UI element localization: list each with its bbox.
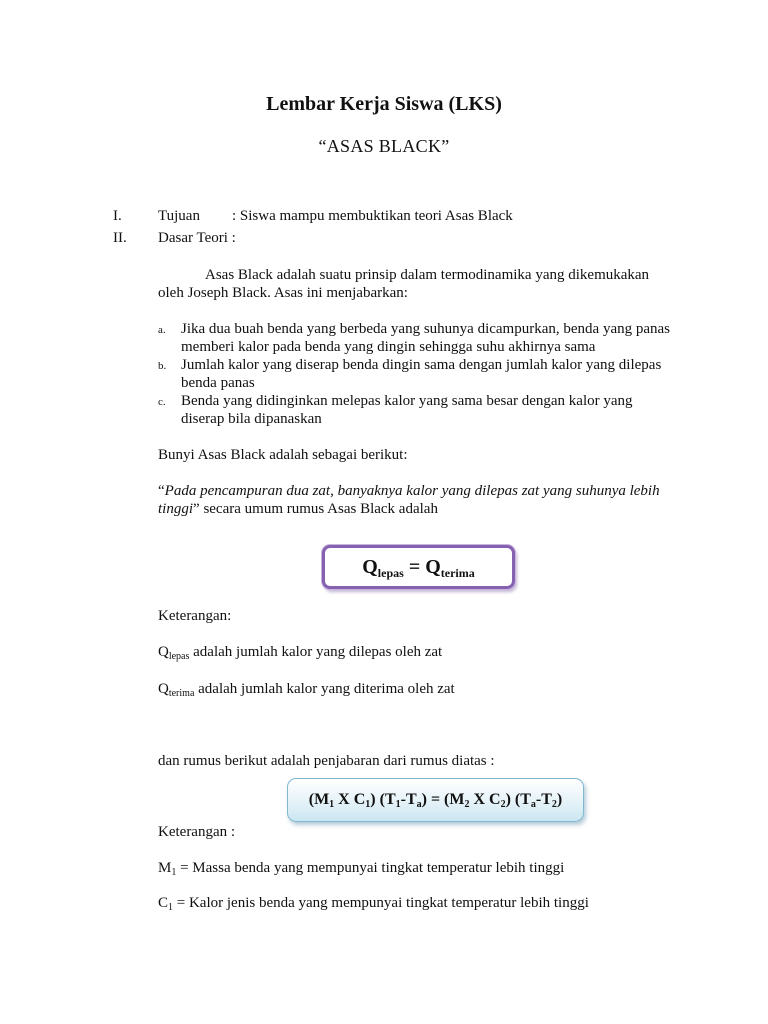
c1-line	[158, 894, 589, 912]
formula1-q2: Q	[425, 555, 441, 578]
m1-sub: 1	[171, 867, 177, 878]
intro-line2: oleh Joseph Black. Asas ini menjabarkan:	[158, 285, 408, 301]
quote-italic1: Pada pencampuran dua zat, banyaknya kalor yang dilepas zat yang suhunya lebih	[164, 483, 660, 499]
section2-label: Dasar Teori :	[158, 230, 236, 246]
list-marker-b: b.	[158, 360, 167, 372]
c1-text: = Kalor jenis benda yang mempunyai tingkat temperatur lebih tinggi	[173, 895, 589, 911]
qlepas-sub: lepas	[168, 651, 190, 662]
formula1-text	[362, 556, 475, 579]
quote-rest: secara umum rumus Asas Black adalah	[199, 501, 438, 517]
intro-line1: Asas Black adalah suatu prinsip dalam termodinamika yang dikemukakan	[205, 267, 650, 283]
list-item-b	[181, 356, 701, 392]
formula2-text: ($M_1$ X $C_1$) $(T_1-T_a) = (M_2$ X $C_2$) $(T_a-T_2)$	[308, 791, 563, 810]
qterima-sub: terima	[168, 688, 195, 699]
list-item-c-line1: Benda yang didinginkan melepas kalor yang sama besar dengan kalor yang	[181, 393, 633, 409]
section2-numeral: II.	[113, 230, 127, 246]
quote-italic2: tinggi	[158, 501, 194, 517]
list-item-c-line2: diserap bila dipanaskan	[181, 411, 322, 427]
qterima-text: adalah jumlah kalor yang diterima oleh zat	[194, 681, 455, 697]
quote-close: ”	[193, 501, 200, 517]
c1-var: C	[158, 895, 169, 911]
formula-box-2	[287, 778, 584, 822]
quote-line2	[158, 500, 438, 518]
m1-var: M	[158, 860, 172, 876]
list-marker-a: a.	[158, 324, 166, 336]
qlepas-line	[158, 643, 442, 661]
c1-sub: 1	[168, 902, 174, 913]
penjabaran-text: dan rumus berikut adalah penjabaran dari rumus diatas :	[158, 753, 495, 769]
list-item-a-line1: Jika dua buah benda yang berbeda yang suhunya dicampurkan, benda yang panas	[181, 321, 671, 337]
list-item-c	[181, 392, 701, 428]
page-title: Lembar Kerja Siswa (LKS)	[266, 93, 502, 115]
list-item-b-line1: Jumlah kalor yang diserap benda dingin sama dengan jumlah kalor yang dilepas	[181, 357, 662, 373]
page-subtitle: “ASAS BLACK”	[318, 136, 450, 156]
bunyi-text: Bunyi Asas Black adalah sebagai berikut:	[158, 447, 408, 463]
section1-text: : Siswa mampu membuktikan teori Asas Black	[232, 208, 513, 224]
formula1-sub2: terima	[440, 565, 475, 580]
section1-numeral: I.	[113, 208, 122, 224]
m1-text: = Massa benda yang mempunyai tingkat temperatur lebih tinggi	[176, 860, 565, 876]
qlepas-text: adalah jumlah kalor yang dilepas oleh zat	[189, 644, 443, 660]
quote-line1	[158, 482, 660, 500]
keterangan-heading-1: Keterangan:	[158, 608, 232, 624]
m1-line	[158, 859, 564, 877]
formula1-q1: Q	[362, 555, 378, 578]
qterima-line	[158, 680, 455, 698]
formula1-eq: =	[403, 555, 426, 578]
formula1-sub1: lepas	[377, 565, 404, 580]
list-item-a	[181, 320, 701, 356]
keterangan-heading-2: Keterangan :	[158, 824, 236, 840]
list-item-b-line2: benda panas	[181, 375, 255, 391]
qterima-q: Q	[158, 681, 169, 697]
section1-label: Tujuan	[158, 208, 200, 224]
qlepas-q: Q	[158, 644, 169, 660]
list-item-a-line2: memberi kalor pada benda yang dingin sehingga suhu akhirnya sama	[181, 339, 596, 355]
list-marker-c: c.	[158, 396, 166, 408]
formula-box-1	[322, 545, 515, 589]
quote-open: “	[158, 483, 165, 499]
